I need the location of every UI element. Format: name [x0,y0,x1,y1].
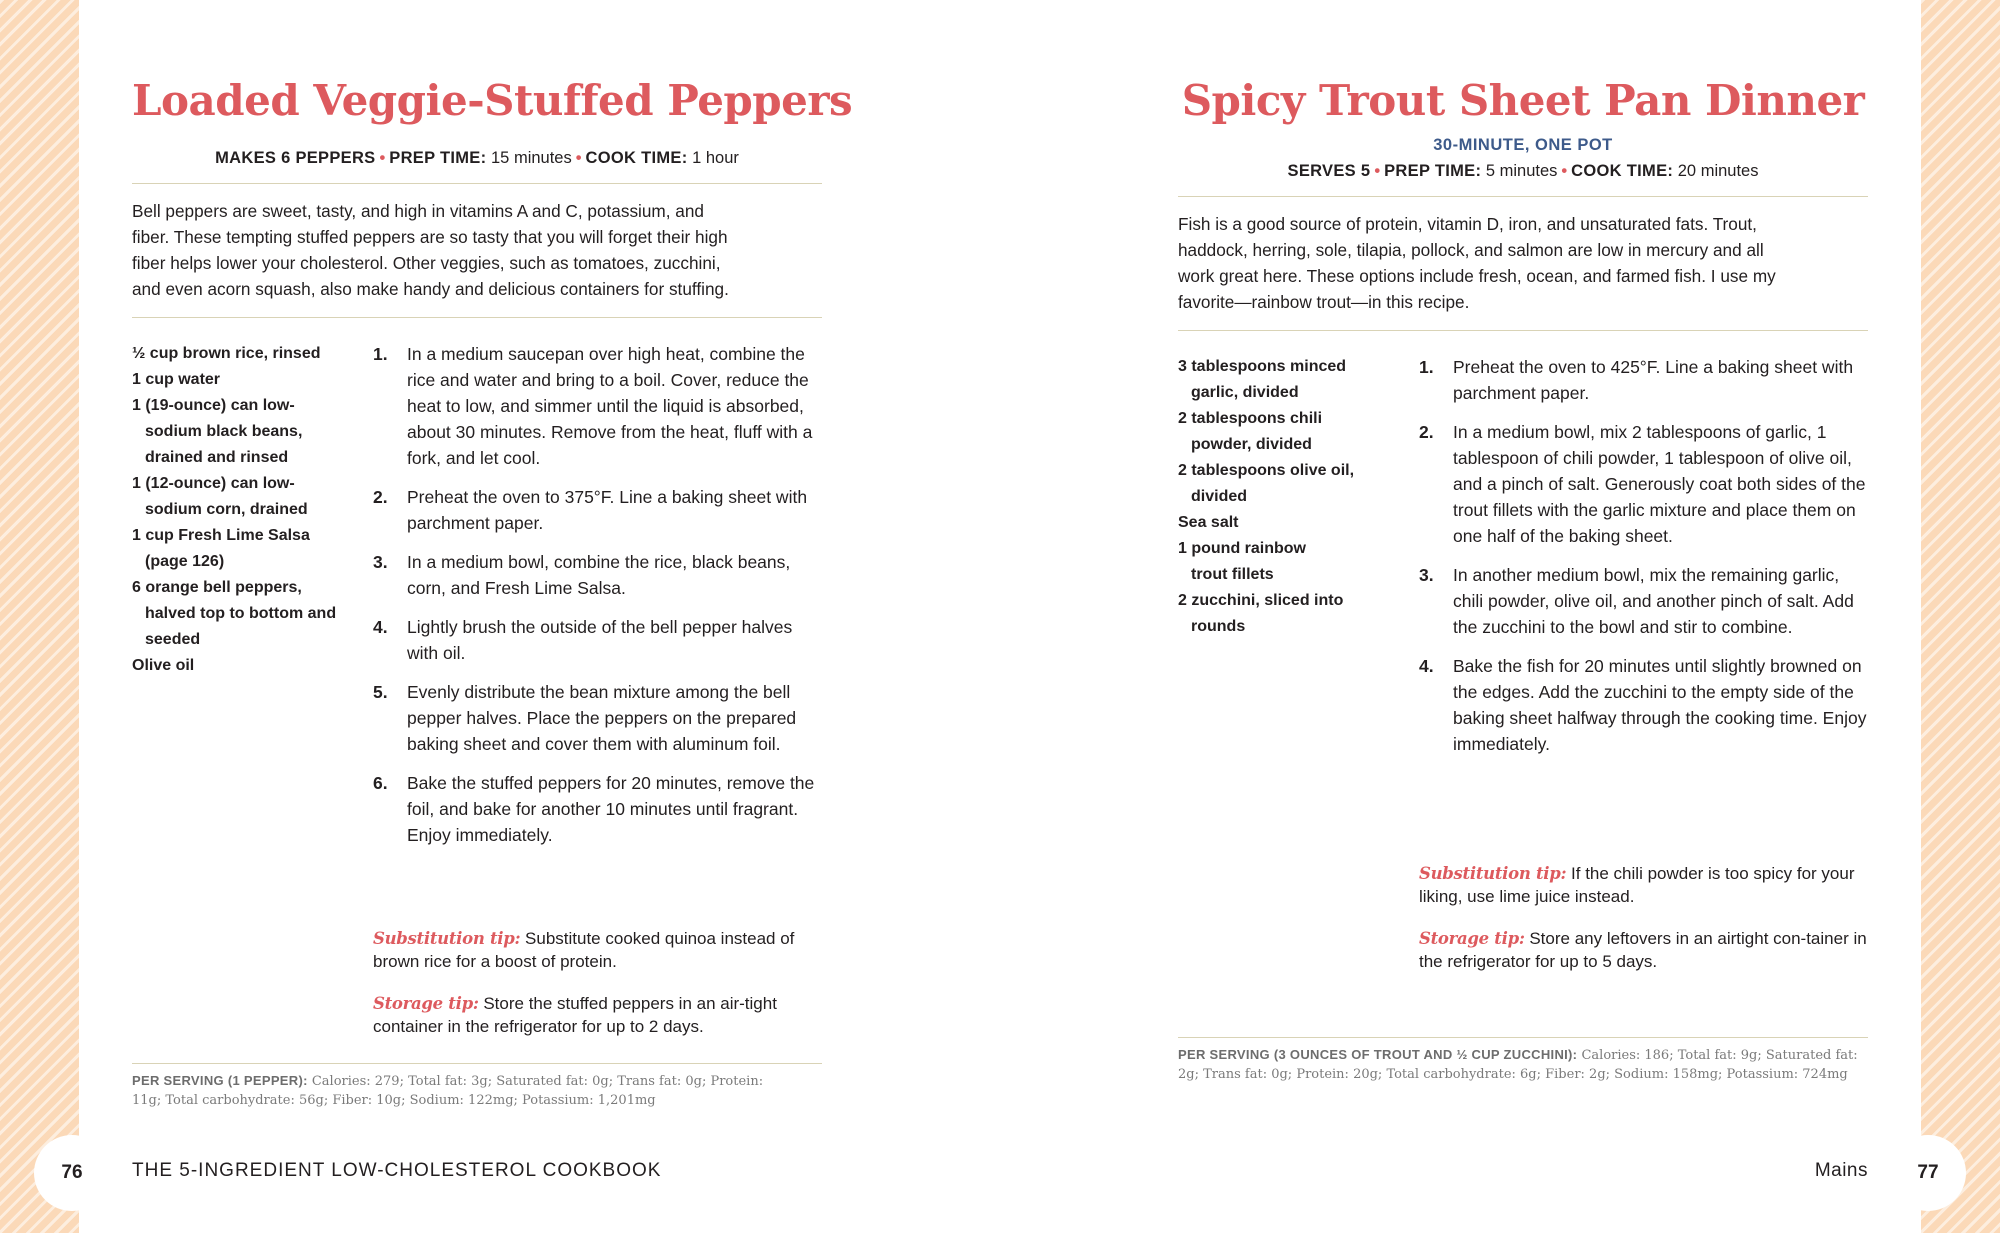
ingredient-item: 1 (19-ounce) can low-sodium black beans, drained and rinsed [132,397,303,466]
step-item [373,679,828,757]
nutrition-label: PER SERVING (3 OUNCES OF TROUT AND ½ CUP ZUCCHINI): [1178,1047,1578,1062]
footer-book-title: THE 5-INGREDIENT LOW-CHOLESTEROL COOKBOOK [132,1160,662,1181]
divider [132,317,822,318]
substitution-tip [373,927,828,973]
nutrition-info [132,1071,772,1110]
step-list [1419,354,1874,770]
substitution-tip [1419,862,1874,908]
right-margin-stripe [1921,0,2000,1233]
serves-label: SERVES 5 [1287,162,1371,180]
separator-dot: • [1374,162,1381,180]
tip-label: Storage tip: [1419,929,1525,948]
step-item [373,614,828,666]
intro-line: work great here. These options include fresh, ocean, and farmed fish. I use my [1178,266,1776,286]
step-text: In another medium bowl, mix the remaining garlic, chili powder, olive oil, and another pinch of salt. Add the zucchini to the bowl and stir to combine. [1453,565,1854,637]
step-number: 2. [1419,422,1434,442]
nutrition-text: Calories: 186; Total fat: 9g; Saturated fat: 2g; Trans fat: 0g; Protein: 20g; Total carbohydrate: 6g; Fiber: 2g; Sodium: 158mg; Potassium: 724mg [1178,1048,1858,1082]
step-item [373,549,828,601]
ingredient-item: Olive oil [132,657,195,674]
step-text: In a medium bowl, combine the rice, black beans, corn, and Fresh Lime Salsa. [407,552,791,598]
ingredient-item: ½ cup brown rice, rinsed [132,345,321,362]
step-text: Bake the fish for 20 minutes until slightly browned on the edges. Add the zucchini to the empty side of the baking sheet halfway through the cooking time. Enjoy immediately. [1453,656,1867,754]
step-number: 6. [373,773,388,793]
prep-label: PREP TIME: [389,149,487,167]
step-item [373,770,828,848]
ingredient-item: 2 zucchini, sliced into rounds [1178,592,1344,635]
step-text: In a medium bowl, mix 2 tablespoons of garlic, 1 tablespoon of chili powder, 1 tablespoon of olive oil, and a pinch of salt. Generously coat both sides of the trout fillets with the garlic mixture and place them on one half of the baking sheet. [1453,422,1866,546]
page-number-right: 77 [1890,1135,1966,1211]
makes-label: MAKES 6 PEPPERS [215,149,376,167]
step-item [1419,562,1874,640]
intro-line: fiber. These tempting stuffed peppers are so tasty that you will forget their high [132,227,728,247]
intro-line: and even acorn squash, also make handy and delicious containers for stuffing. [132,279,729,299]
step-number: 4. [373,617,388,637]
step-text: In a medium saucepan over high heat, combine the rice and water and bring to a boil. Cover, reduce the heat to low, and simmer until the liquid is absorbed, about 30 minutes. Remove from the heat, fluff with a fork, and let cool. [407,344,813,468]
step-item [373,484,828,536]
step-number: 3. [1419,565,1434,585]
step-item [1419,354,1874,406]
divider [132,1063,822,1064]
recipe-intro [132,198,832,302]
step-item [373,341,828,471]
nutrition-info [1178,1045,1868,1084]
cook-value: 20 minutes [1673,162,1759,180]
ingredient-item: 1 cup Fresh Lime Salsa (page 126) [132,527,310,570]
recipe-title: Spicy Trout Sheet Pan Dinner [1181,76,1865,125]
step-number: 2. [373,487,388,507]
recipe-meta [132,149,822,168]
intro-line: fiber helps lower your cholesterol. Other veggies, such as tomatoes, zucchini, [132,253,721,273]
intro-line: favorite—rainbow trout—in this recipe. [1178,292,1470,312]
ingredient-item: Sea salt [1178,514,1239,531]
ingredient-item: 2 tablespoons chili powder, divided [1178,410,1323,453]
storage-tip [373,992,828,1038]
step-list [373,341,828,861]
intro-line: Fish is a good source of protein, vitamin D, iron, and unsaturated fats. Trout, [1178,214,1757,234]
ingredient-list [1178,354,1378,640]
step-item [1419,653,1874,757]
ingredient-item: 3 tablespoons minced garlic, divided [1178,358,1347,401]
prep-label: PREP TIME: [1384,162,1482,180]
ingredient-item: 6 orange bell peppers, halved top to bottom and seeded [132,579,337,648]
ingredient-item: 1 pound rainbow trout fillets [1178,540,1306,583]
step-text: Evenly distribute the bean mixture among the bell pepper halves. Place the peppers on the prepared baking sheet and cover them with aluminum foil. [407,682,797,754]
recipe-title: Loaded Veggie-Stuffed Peppers [132,76,853,125]
divider [1178,330,1868,331]
tip-label: Substitution tip: [373,929,521,948]
intro-line: Bell peppers are sweet, tasty, and high in vitamins A and C, potassium, and [132,201,704,221]
separator-dot: • [575,149,582,167]
ingredient-item: 1 cup water [132,371,221,388]
nutrition-label: PER SERVING (1 PEPPER): [132,1073,308,1088]
page-number-left: 76 [34,1135,110,1211]
recipe-meta [1178,162,1868,181]
step-text: Preheat the oven to 425°F. Line a baking sheet with parchment paper. [1453,357,1854,403]
cook-value: 1 hour [687,149,739,167]
separator-dot: • [1561,162,1568,180]
separator-dot: • [379,149,386,167]
step-number: 5. [373,682,388,702]
cook-label: COOK TIME: [1571,162,1674,180]
step-number: 1. [1419,357,1434,377]
intro-line: haddock, herring, sole, tilapia, pollock, and salmon are low in mercury and all [1178,240,1764,260]
footer-section: Mains [1814,1160,1868,1181]
divider [1178,1037,1868,1038]
recipe-tags: 30-MINUTE, ONE POT [1433,136,1613,154]
ingredient-list [132,341,342,679]
tip-text: Store any leftovers in an airtight con-tainer in the refrigerator for up to 5 days. [1419,929,1867,971]
divider [1178,196,1868,197]
ingredient-item: 1 (12-ounce) can low-sodium corn, drained [132,475,308,518]
tip-text: If the chili powder is too spicy for your liking, use lime juice instead. [1419,864,1855,906]
tip-text: Store the stuffed peppers in an air-tight container in the refrigerator for up to 2 days. [373,994,777,1036]
prep-value: 5 minutes [1481,162,1558,180]
step-text: Preheat the oven to 375°F. Line a baking sheet with parchment paper. [407,487,808,533]
step-number: 3. [373,552,388,572]
tip-label: Substitution tip: [1419,864,1567,883]
prep-value: 15 minutes [486,149,572,167]
tip-label: Storage tip: [373,994,479,1013]
storage-tip [1419,927,1874,973]
step-item [1419,419,1874,549]
nutrition-text: Calories: 279; Total fat: 3g; Saturated fat: 0g; Trans fat: 0g; Protein: 11g; Total carbohydrate: 56g; Fiber: 10g; Sodium: 122mg; Potassium: 1,201mg [132,1074,764,1108]
step-number: 4. [1419,656,1434,676]
step-number: 1. [373,344,388,364]
step-text: Bake the stuffed peppers for 20 minutes, remove the foil, and bake for another 10 minutes until fragrant. Enjoy immediately. [407,773,815,845]
divider [132,183,822,184]
tip-text: Substitute cooked quinoa instead of brown rice for a boost of protein. [373,929,795,971]
ingredient-item: 2 tablespoons olive oil, divided [1178,462,1355,505]
left-margin-stripe [0,0,79,1233]
recipe-intro [1178,211,1878,315]
cook-label: COOK TIME: [585,149,688,167]
step-text: Lightly brush the outside of the bell pepper halves with oil. [407,617,793,663]
